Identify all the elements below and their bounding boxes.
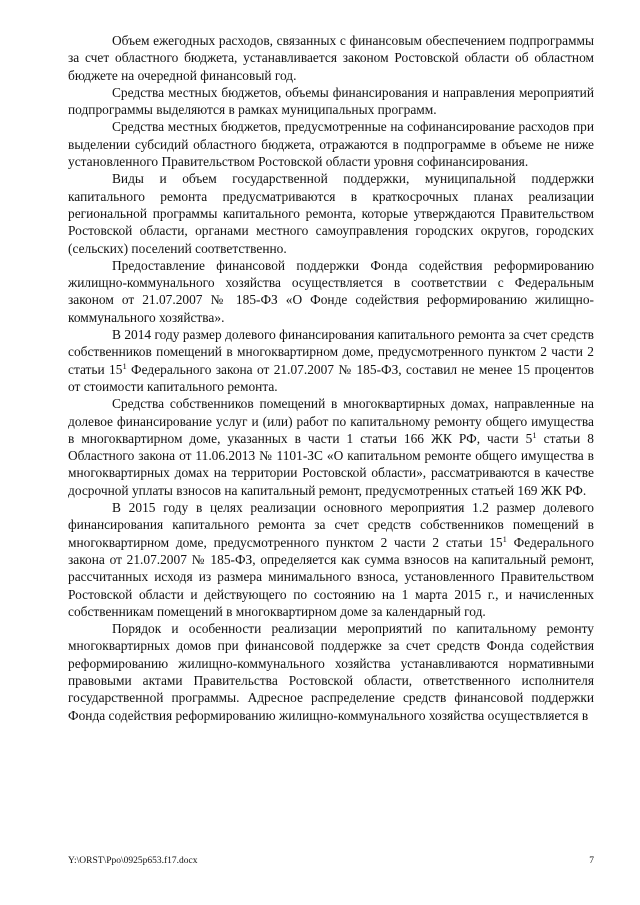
paragraph <box>68 326 594 395</box>
paragraph-text: Предоставление финансовой поддержки Фонда содействия реформированию жилищно-коммунального хозяйства осуществляется в соответствии с Федеральным законом от 21.07.2007 № 185-ФЗ «О Фонде содействия реформированию жилищно-коммунального хозяйства». <box>68 257 594 325</box>
paragraph-text: Объем ежегодных расходов, связанных с финансовым обеспечением подпрограммы за счет областного бюджета, устанавливается законом Ростовской области об областном бюджете на очередной финансовый год. <box>68 33 594 83</box>
paragraph-text: Средства местных бюджетов, объемы финансирования и направления мероприятий подпрограммы выделяются в рамках муниципальных программ. <box>68 84 594 118</box>
file-path: Y:\ORST\Ppo\0925p653.f17.docx <box>68 856 198 866</box>
superscript: 1 <box>532 429 537 440</box>
paragraph <box>68 170 594 256</box>
paragraph <box>68 84 594 119</box>
paragraph <box>68 32 594 84</box>
paragraph-text: В 2014 году размер долевого финансирования капитального ремонта за счет средств собственников помещений в многоквартирном доме, предусмотренного пунктом 2 части 2 статьи 15 <box>68 327 594 377</box>
paragraph-text: Федерального закона от 21.07.2007 № 185-ФЗ, определяется как сумма взносов на капитальный ремонт, рассчитанных исходя из размера минимального взноса, установленного Правительством Ростовской области и действующего по состоянию на 1 марта 2015 г., и начисленных собственникам помещений в многоквартирном доме за календарный год. <box>68 534 594 619</box>
paragraph <box>68 257 594 326</box>
paragraph-text: Средства местных бюджетов, предусмотренные на софинансирование расходов при выделении субсидий областного бюджета, отражаются в подпрограмме в объеме не ниже установленного Правительством Ростовской области уровня софинансирования. <box>68 119 594 170</box>
paragraph-text: статьи 8 Областного закона от 11.06.2013 № 1101-ЗС «О капитальном ремонте общего имущества в многоквартирных домах на территории Ростовской области», рассматриваются в качестве досрочной уплаты взносов на капитальный ремонт, предусмотренных статьей 169 ЖК РФ. <box>68 430 595 498</box>
page-number: 7 <box>589 856 594 866</box>
paragraph-text: Виды и объем государственной поддержки, муниципальной поддержки капитального ремонта предусматриваются в краткосрочных планах реализации региональной программы капитального ремонта, которые утверждаются Правительством Ростовской области, органами местного самоуправления городских округов, городских (сельских) поселений соответственно. <box>68 171 594 256</box>
superscript: 1 <box>122 360 127 371</box>
paragraph-text: Средства собственников помещений в многоквартирных домах, направленные на долевое финансирование услуг и (или) работ по капитальному ремонту общего имущества в многоквартирном доме, указанных в части 1 статьи 166 ЖК РФ, части 5 <box>68 396 594 446</box>
page-footer <box>68 856 594 868</box>
paragraph-text: Федерального закона от 21.07.2007 № 185-ФЗ, составил не менее 15 процентов от стоимости капитального ремонта. <box>68 361 594 394</box>
superscript: 1 <box>502 533 507 544</box>
paragraph-text: Порядок и особенности реализации мероприятий по капитальному ремонту многоквартирных домов при финансовой поддержке за счет средств Фонда содействия реформированию жилищно-коммунального хозяйства устанавливаются нормативными правовыми актами Правительства Ростовской области, ответственного исполнителя государственной программы. Адресное распределение средств финансовой поддержки Фонда содействия реформированию жилищно-коммунального хозяйства осуществляется в <box>68 621 594 723</box>
paragraph <box>68 620 594 724</box>
paragraph-text: В 2015 году в целях реализации основного мероприятия 1.2 размер долевого финансирования капитального ремонта за счет средств собственников помещений в многоквартирном доме, предусмотренного пунктом 2 части 2 статьи 15 <box>68 500 594 550</box>
paragraph <box>68 499 594 620</box>
document-body <box>68 32 594 724</box>
paragraph <box>68 395 594 499</box>
paragraph <box>68 118 594 170</box>
